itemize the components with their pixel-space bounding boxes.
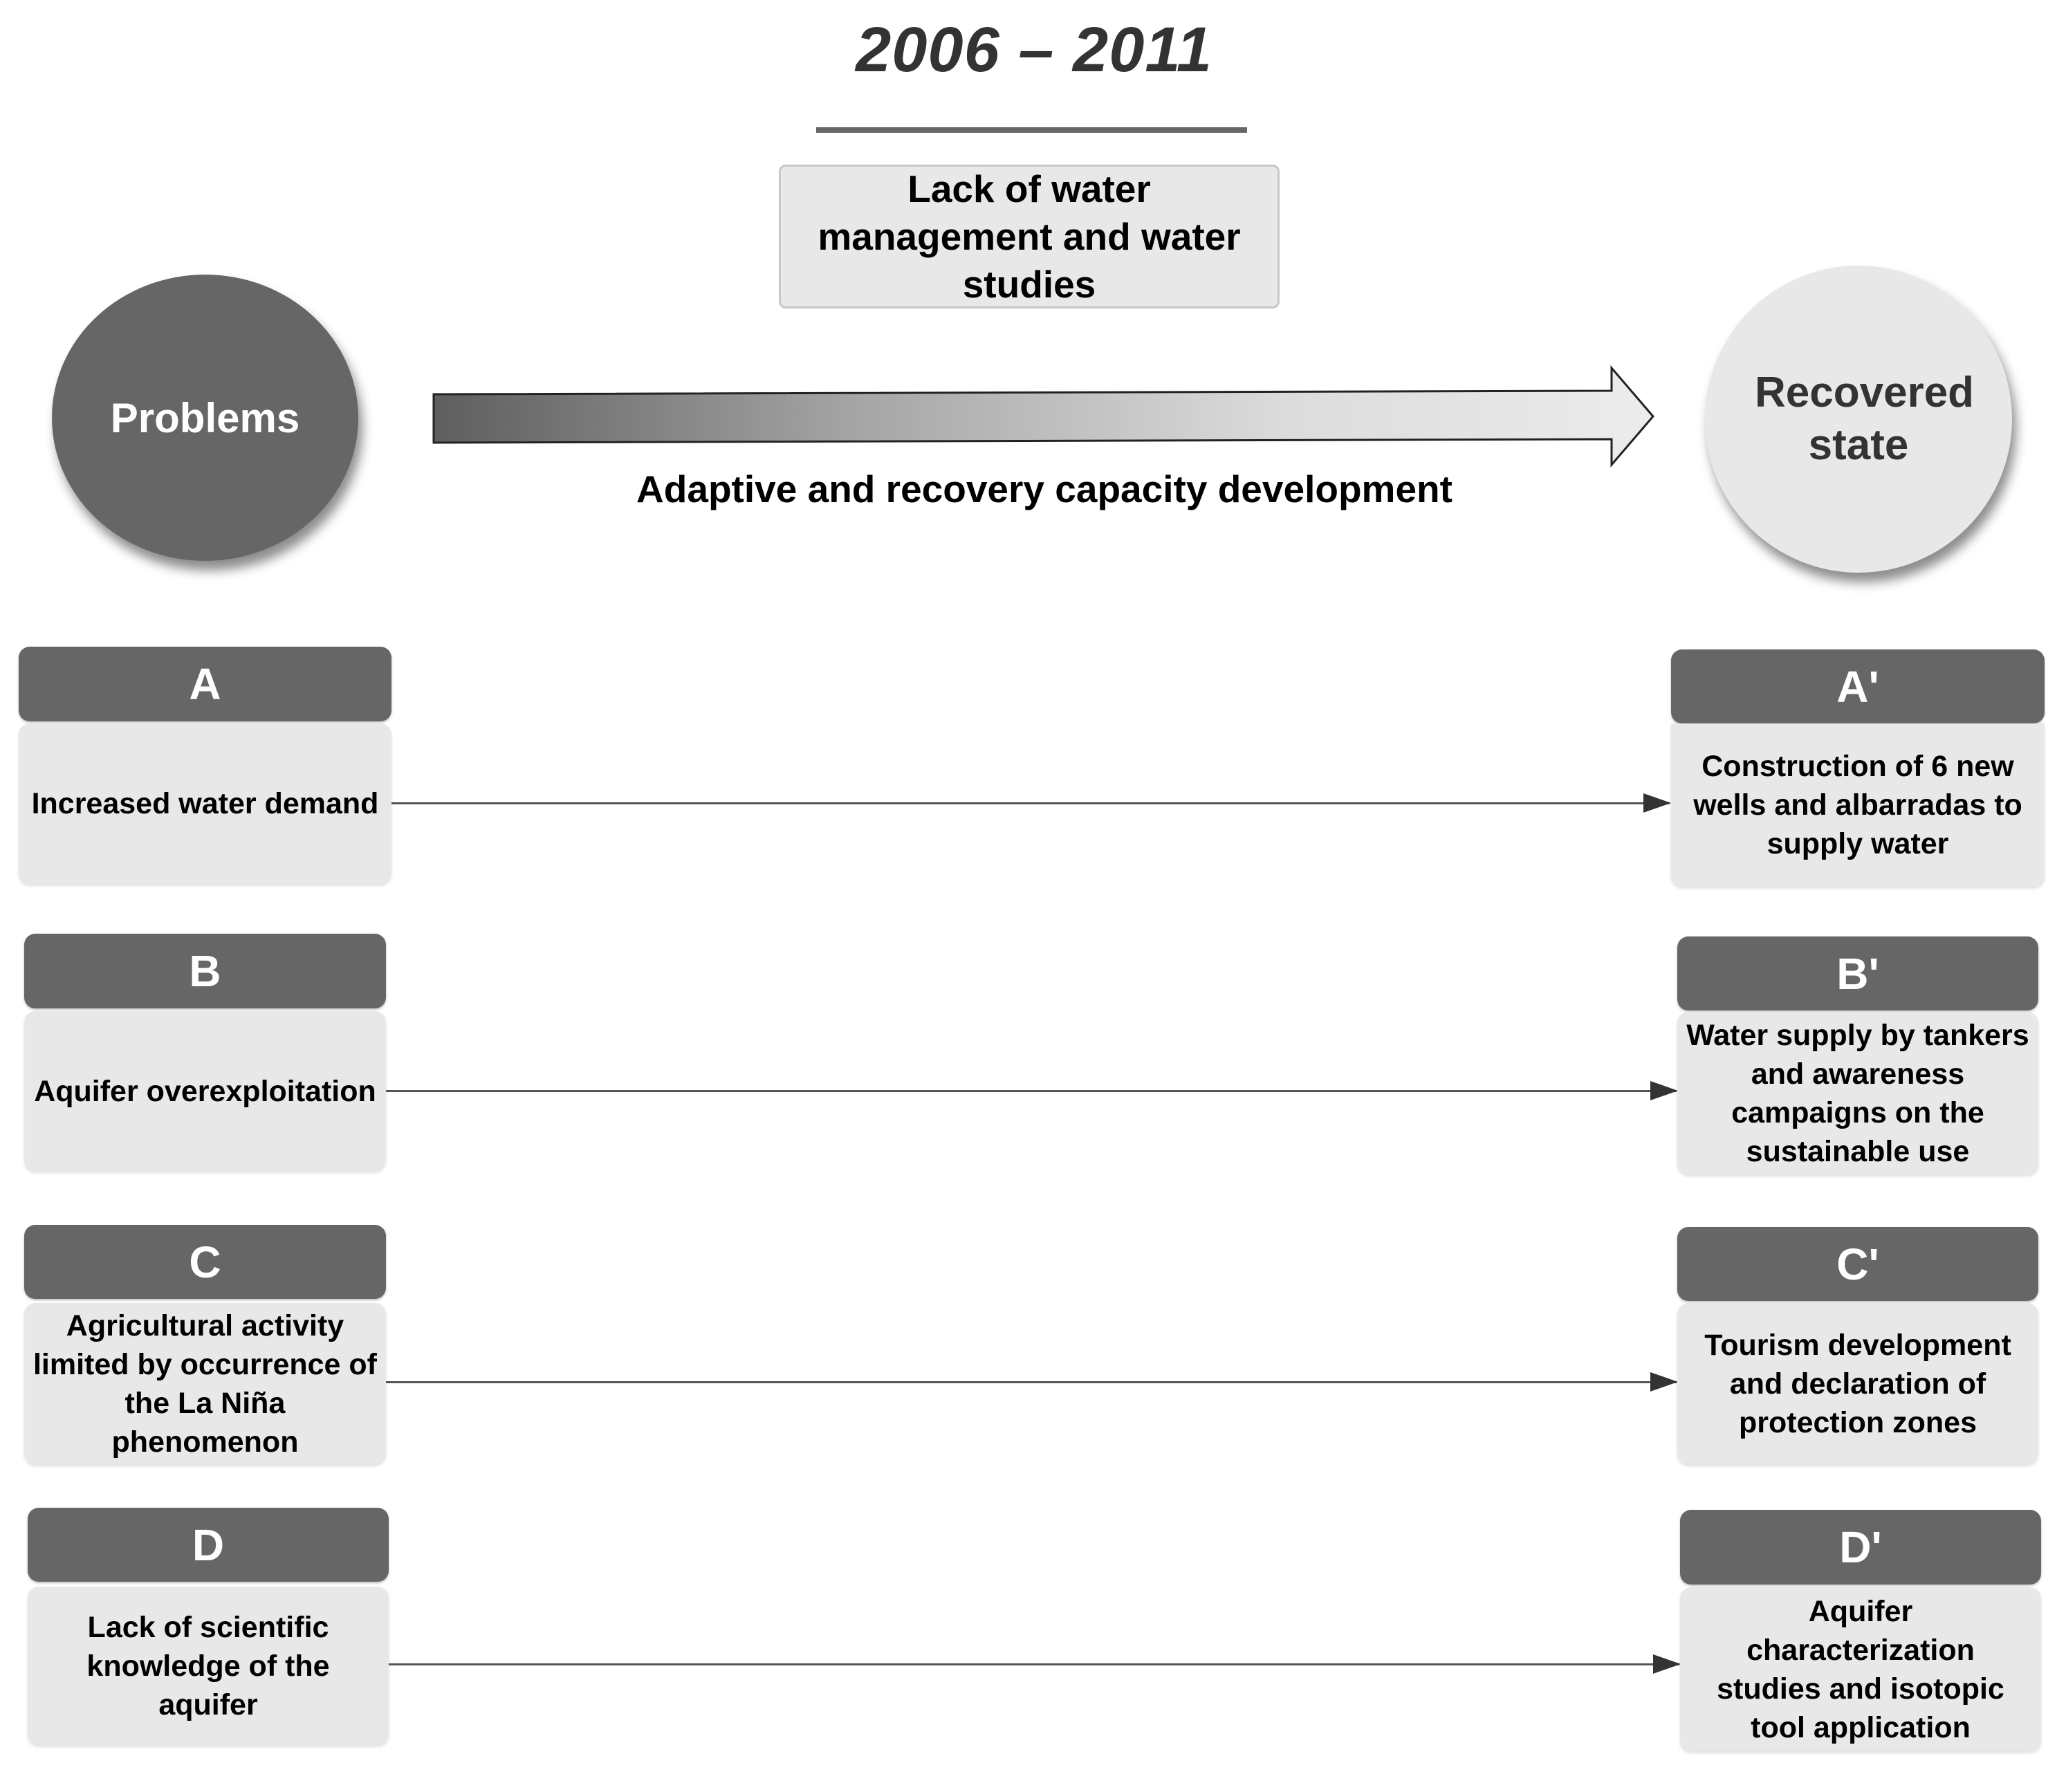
card-body: Agricultural activity limited by occurrence of the La Niña phenomenon	[24, 1303, 386, 1464]
solution-card-b	[1677, 936, 2038, 1174]
context-box: Lack of water management and water studies	[779, 165, 1280, 308]
card-body: Aquifer overexploitation	[24, 1011, 386, 1171]
problem-card-d	[28, 1508, 389, 1745]
problem-card-b	[24, 934, 386, 1171]
period-title: 2006 – 2011	[856, 15, 1212, 85]
solution-card-a	[1671, 649, 2045, 887]
card-body: Tourism development and declaration of protection zones	[1677, 1303, 2038, 1464]
recovered-state-node	[1705, 266, 2012, 573]
connector-arrow-b	[386, 1090, 1677, 1092]
card-header: B	[24, 934, 386, 1008]
problem-card-a	[19, 647, 391, 884]
card-header: D'	[1680, 1510, 2041, 1585]
solution-card-c	[1677, 1227, 2038, 1464]
card-header: B'	[1677, 936, 2038, 1010]
card-body: Increased water demand	[19, 723, 391, 884]
recovered-state-label: Recovered state	[1755, 369, 1975, 469]
connector-arrow-a	[391, 802, 1670, 804]
connector-arrow-d	[389, 1663, 1679, 1665]
card-header: C	[24, 1225, 386, 1299]
card-header: C'	[1677, 1227, 2038, 1301]
title-divider	[816, 127, 1247, 133]
arrow-label: Adaptive and recovery capacity development	[636, 468, 1452, 510]
card-header: D	[28, 1508, 389, 1582]
card-header: A	[19, 647, 391, 721]
card-body: Aquifer characterization studies and isotopic tool application	[1680, 1587, 2041, 1751]
problems-node: Problems	[52, 275, 358, 561]
card-header: A'	[1671, 649, 2045, 723]
card-body: Water supply by tankers and awareness campaigns on the sustainable use	[1677, 1012, 2038, 1174]
problem-card-c	[24, 1225, 386, 1464]
solution-card-d	[1680, 1510, 2041, 1751]
card-body: Lack of scientific knowledge of the aquifer	[28, 1587, 389, 1745]
progress-arrow-icon	[429, 363, 1660, 470]
card-body: Construction of 6 new wells and albarradas to supply water	[1671, 723, 2045, 887]
connector-arrow-c	[386, 1381, 1677, 1383]
